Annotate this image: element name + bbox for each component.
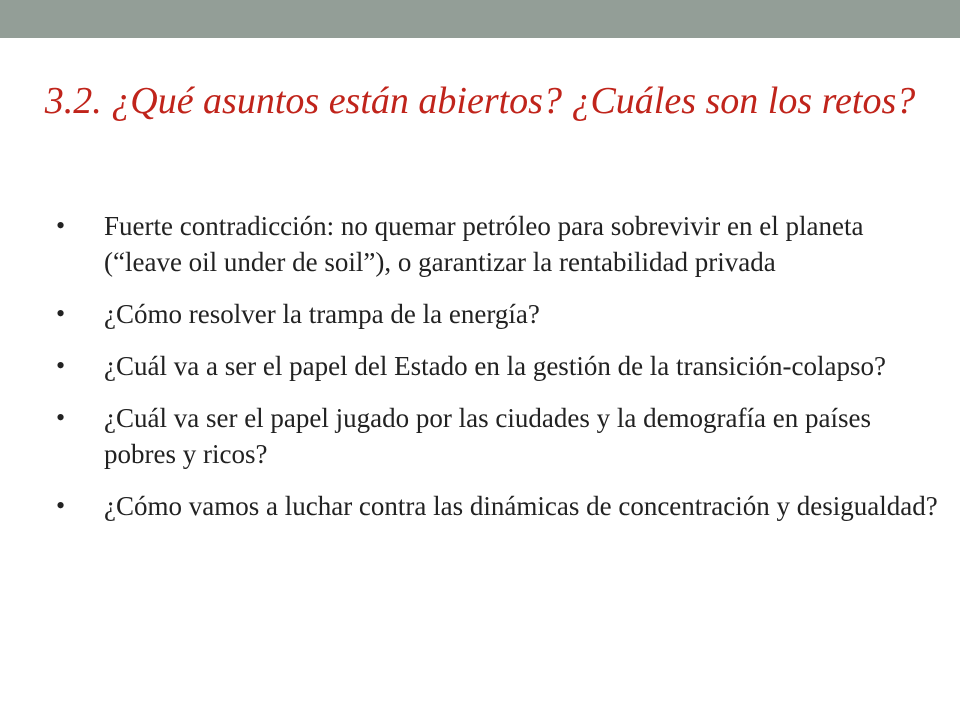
bullet-text: ¿Cuál va ser el papel jugado por las ciudades y la demografía en países pobres y ricos? xyxy=(104,403,871,469)
bullet-item xyxy=(52,400,942,472)
bullet-list xyxy=(52,208,942,540)
bullet-item xyxy=(52,208,942,280)
bullet-text: ¿Cuál va a ser el papel del Estado en la gestión de la transición-colapso? xyxy=(104,351,886,381)
bullet-dot-icon: • xyxy=(56,351,66,380)
bullet-text: ¿Cómo vamos a luchar contra las dinámicas de concentración y desigualdad? xyxy=(104,491,938,521)
bullet-text: ¿Cómo resolver la trampa de la energía? xyxy=(104,299,540,329)
bullet-dot-icon: • xyxy=(56,491,66,520)
bullet-text: Fuerte contradicción: no quemar petróleo para sobrevivir en el planeta (“leave oil under de soil”), o garantizar la rentabilidad privada xyxy=(104,211,864,277)
bullet-dot-icon: • xyxy=(56,403,66,432)
bullet-dot-icon: • xyxy=(56,299,66,328)
slide-title: 3.2. ¿Qué asuntos están abiertos? ¿Cuáles son los retos? xyxy=(44,80,916,122)
bullet-item xyxy=(52,348,942,384)
bullet-dot-icon: • xyxy=(56,211,66,240)
top-decorative-band xyxy=(0,0,960,38)
bullet-item xyxy=(52,488,942,524)
bullet-item xyxy=(52,296,942,332)
